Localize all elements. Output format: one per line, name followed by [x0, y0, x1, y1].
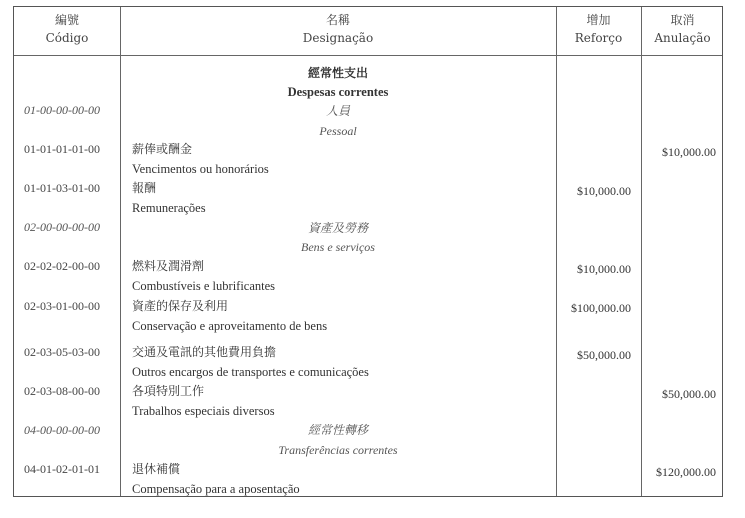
amount-reforco: $10,000.00: [577, 184, 631, 198]
group-pt: Bens e serviços: [301, 240, 375, 254]
group-zh: 經常性轉移: [307, 423, 368, 437]
header-code-zh: 編號: [54, 13, 79, 27]
row-code: 01-01-03-01-00: [24, 181, 100, 195]
column-divider: [556, 7, 557, 496]
item-zh: 各項特別工作: [132, 384, 205, 398]
item-pt: Conservação e aproveitamento de bens: [132, 319, 328, 333]
header-reforco-pt: Reforço: [574, 31, 623, 45]
budget-table: [13, 6, 723, 497]
header-name-pt: Designação: [302, 31, 374, 45]
amount-anulacao: $120,000.00: [656, 465, 716, 479]
row-code: 02-03-01-00-00: [24, 299, 100, 313]
header-name-zh: 名稱: [325, 13, 350, 27]
amount-reforco: $10,000.00: [577, 262, 631, 276]
column-divider: [641, 7, 642, 496]
header-code-pt: Código: [45, 31, 89, 45]
item-zh: 報酬: [132, 181, 157, 195]
header-reforco: [556, 11, 641, 47]
item-zh: 退休補償: [132, 462, 181, 476]
header-name: [120, 11, 556, 47]
header-code: [14, 11, 120, 47]
header-divider: [14, 55, 722, 56]
item-pt: Remunerações: [132, 201, 206, 215]
amount-reforco: $100,000.00: [571, 301, 631, 315]
header-anulacao: [641, 11, 724, 47]
row-code: 04-01-02-01-01: [24, 462, 100, 476]
group-zh: 資產及勞務: [307, 221, 368, 235]
amount-anulacao: $50,000.00: [662, 387, 716, 401]
item-pt: Trabalhos especiais diversos: [132, 404, 275, 418]
header-anulacao-zh: 取消: [670, 13, 695, 27]
row-code: 02-00-00-00-00: [24, 220, 100, 234]
group-zh: 人員: [325, 104, 350, 118]
item-zh: 資產的保存及利用: [132, 299, 229, 313]
header-reforco-zh: 增加: [586, 13, 611, 27]
item-zh: 交通及電訊的其他費用負擔: [132, 345, 277, 359]
amount-anulacao: $10,000.00: [662, 145, 716, 159]
section-title-zh: 經常性支出: [307, 66, 368, 80]
row-code: 02-02-02-00-00: [24, 259, 100, 273]
item-pt: Compensação para a aposentação: [132, 482, 300, 496]
amount-reforco: $50,000.00: [577, 348, 631, 362]
row-code: 02-03-05-03-00: [24, 345, 100, 359]
row-code: 04-00-00-00-00: [24, 423, 100, 437]
section-title-pt: Despesas correntes: [287, 85, 389, 99]
row-code: 01-01-01-01-00: [24, 142, 100, 156]
row-code: 01-00-00-00-00: [24, 103, 100, 117]
item-pt: Outros encargos de transportes e comunicações: [132, 365, 369, 379]
group-pt: Transferências correntes: [278, 443, 398, 457]
item-zh: 燃料及潤滑劑: [132, 259, 205, 273]
row-code: 02-03-08-00-00: [24, 384, 100, 398]
group-pt: Pessoal: [319, 124, 357, 138]
item-pt: Vencimentos ou honorários: [132, 162, 269, 176]
item-pt: Combustíveis e lubrificantes: [132, 279, 276, 293]
header-anulacao-pt: Anulação: [654, 31, 711, 45]
item-zh: 薪俸或酬金: [132, 142, 193, 156]
